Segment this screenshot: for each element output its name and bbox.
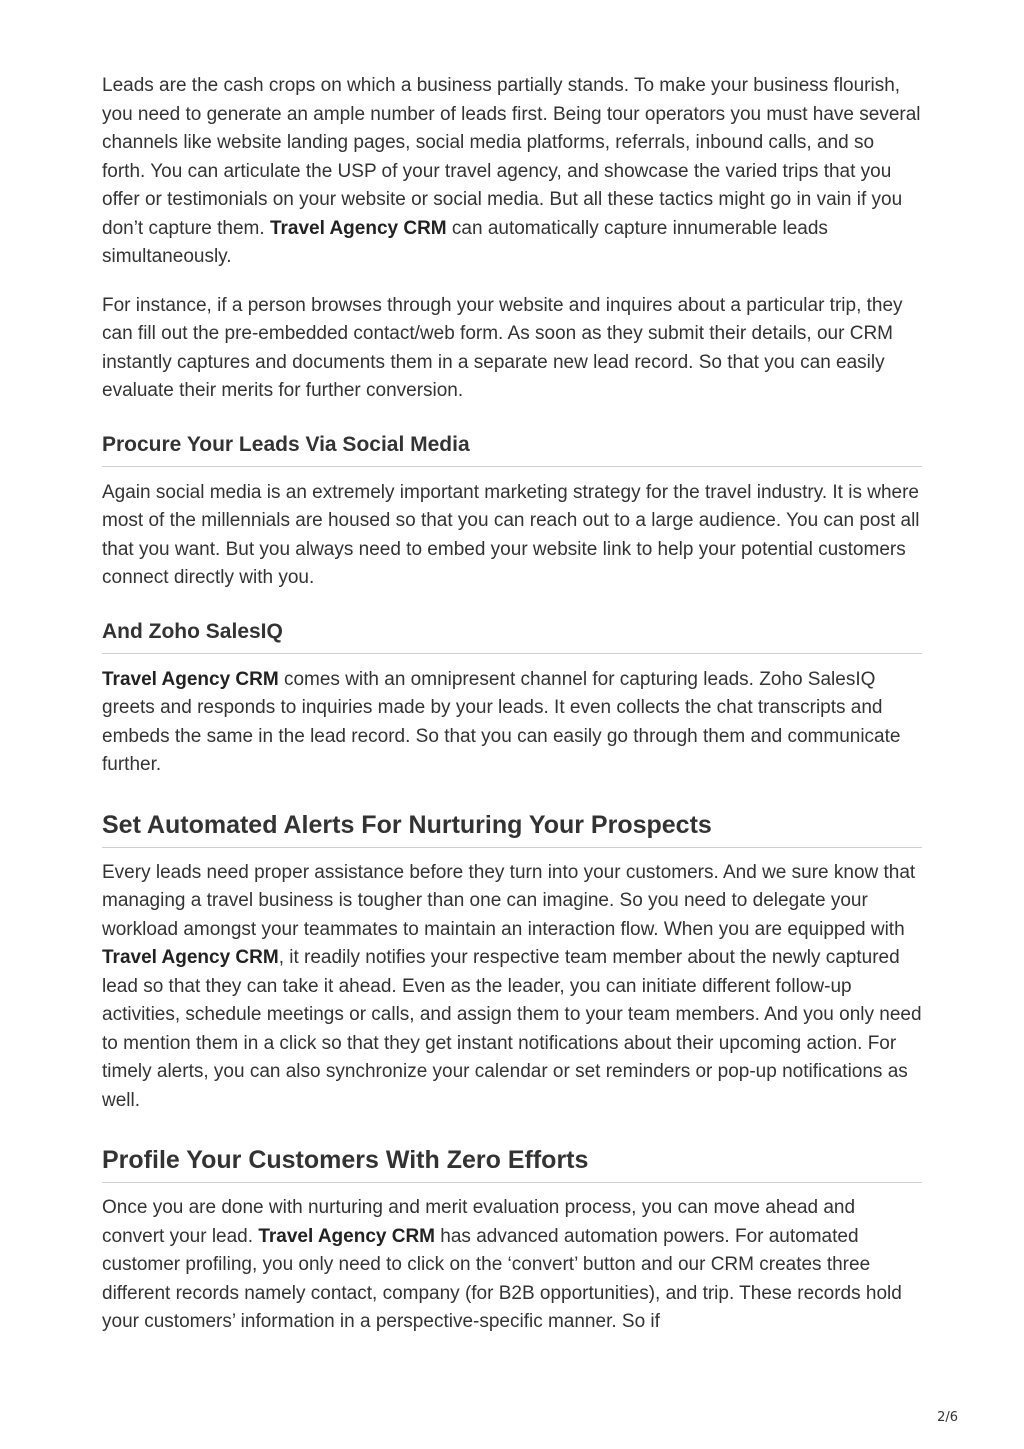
paragraph-social-media: Again social media is an extremely important marketing strategy for the travel industry. It is where most of the millennials are housed so that you can reach out to a large audience. You can post all that you want. But you always need to embed your website link to help your potential customers connect directly with you. [102, 481, 920, 588]
bold-product-name: Travel Agency CRM [269, 217, 447, 239]
bold-product-name: Travel Agency CRM [258, 1225, 435, 1247]
paragraph-automated-alerts [102, 859, 922, 1116]
paragraph-text: Once you are done with nurturing and merit evaluation process, you can move ahead and convert your lead. [102, 1197, 856, 1247]
article-body [102, 72, 922, 1337]
page-number: 2/6 [937, 1410, 958, 1425]
paragraph-customer-profiling [102, 1194, 922, 1337]
paragraph-zoho-salesiq [102, 666, 922, 780]
paragraph-text: comes with an omnipresent channel for capturing leads. Zoho SalesIQ greets and responds to inquiries made by your leads. It even collects the chat transcripts and embeds the same in the lead record. So that you can easily go through them and communicate further. [102, 668, 901, 775]
heading-customer-profiling: Profile Your Customers With Zero Efforts [102, 1145, 922, 1183]
heading-social-media: Procure Your Leads Via Social Media [102, 432, 922, 467]
paragraph-web-form: For instance, if a person browses through your website and inquires about a particular trip, they can fill out the pre-embedded contact/web form. As soon as they submit their details, our CRM instantly captures and documents them in a separate new lead record. So that you can easily evaluate their merits for further conversion. [102, 294, 903, 401]
bold-product-name: Travel Agency CRM [102, 947, 279, 968]
paragraph-lead-capture [102, 72, 922, 272]
paragraph-text: , it readily notifies your respective team member about the newly captured lead so that they can take it ahead. Even as the leader, you can initiate different follow-up activities, schedule meetings or calls, and assign them to your team members. And you only need to mention them in a click so that they get instant notifications about their upcoming action. For timely alerts, you can also synchronize your calendar or set reminders or pop-up notifications as well. [102, 947, 922, 1111]
paragraph-text: Leads are the cash crops on which a business partially stands. To make your business flourish, you need to generate an ample number of leads first. Being tour operators you must have several channels like website landing pages, social media platforms, referrals, inbound calls, and so forth. You can articulate the USP of your travel agency, and showcase the varied trips that you offer or testimonials on your website or social media. But all these tactics might go in vain if you don’t capture them. [102, 75, 921, 239]
paragraph-text: Every leads need proper assistance before they turn into your customers. And we sure know that managing a travel business is tougher than one can imagine. So you need to delegate your workload amongst your teammates to maintain an interaction flow. When you are equipped with [102, 861, 916, 940]
heading-zoho-salesiq: And Zoho SalesIQ [102, 619, 922, 654]
paragraph-text: has advanced automation powers. For automated customer profiling, you only need to click on the ‘convert’ button and our CRM creates three different records namely contact, company (for B2B opportunities), and trip. These records hold your customers’ information in a perspective-specific manner. So if [102, 1225, 902, 1332]
bold-product-name: Travel Agency CRM [102, 668, 279, 690]
paragraph-text: can automatically capture innumerable leads simultaneously. [102, 217, 828, 267]
heading-automated-alerts: Set Automated Alerts For Nurturing Your Prospects [102, 810, 922, 848]
